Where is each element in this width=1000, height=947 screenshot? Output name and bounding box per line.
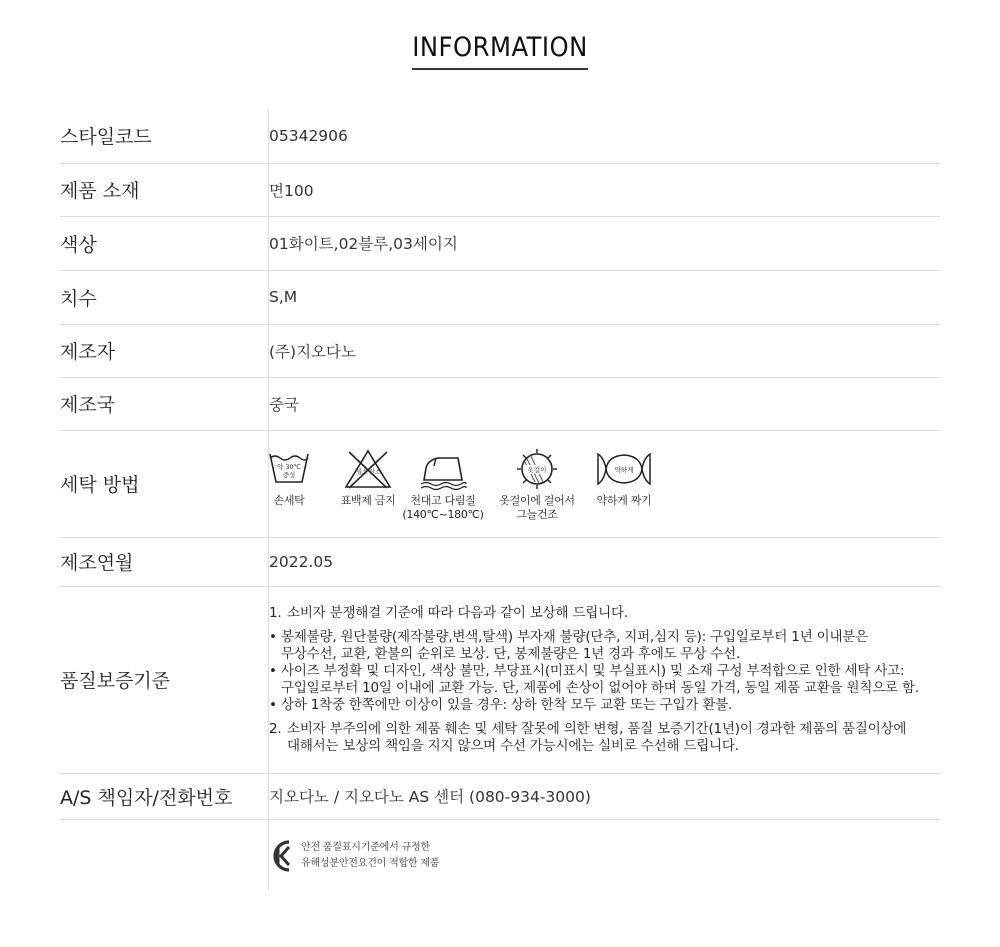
bullet-1-line1: 봉제불량, 원단불량(제작불량,변색,탈색) 부자재 불량(단추, 지퍼,심지 등): 구입일로부터 1년 이내분은 xyxy=(281,628,868,645)
label-as: A/S 책임자/전화번호 xyxy=(60,773,269,819)
bullet-3-text: 상하 1착중 한쪽에만 이상이 있을 경우: 상하 한착 모두 교환 또는 구입가 환불. xyxy=(281,696,733,713)
label-material: 제품 소재 xyxy=(60,163,269,216)
quality-bullet-3 xyxy=(269,697,940,714)
label-style-code: 스타일코드 xyxy=(60,109,269,163)
care-iron xyxy=(403,448,483,522)
care-wring xyxy=(589,448,659,508)
iron-label-line2: (140℃~180℃) xyxy=(402,508,484,521)
hang-dry-icon-text: 옷걸이 xyxy=(527,466,547,474)
page-title: INFORMATION xyxy=(412,30,588,70)
no-bleach-label: 표백제 금지 xyxy=(340,494,396,507)
hand-wash-label: 손세탁 xyxy=(273,494,305,507)
value-size: S,M xyxy=(269,270,941,324)
quality-item-2-num: 2. xyxy=(269,720,282,737)
value-country: 중국 xyxy=(269,377,941,430)
quality-item-1 xyxy=(269,605,940,622)
value-color: 01화이트,02블루,03세이지 xyxy=(269,216,941,270)
value-as: 지오다노 / 지오다노 AS 센터 (080-934-3000) xyxy=(269,773,941,819)
kc-text-line1: 안전 품질표시기준에서 규정한 xyxy=(301,841,430,853)
hand-wash-icon xyxy=(268,448,310,490)
label-maker: 제조자 xyxy=(60,324,269,377)
row-country xyxy=(60,377,940,430)
no-bleach-chlorine: 염소 xyxy=(356,469,368,476)
no-bleach-oxygen: 산소 xyxy=(369,469,381,476)
label-size: 치수 xyxy=(60,270,269,324)
value-maker: (주)지오다노 xyxy=(269,324,941,377)
care-no-bleach xyxy=(333,448,403,508)
value-style-code: 05342906 xyxy=(269,109,941,163)
row-quality xyxy=(60,586,940,773)
bullet-2-line1: 사이즈 부정확 및 디자인, 색상 불만, 부당표시(미표시 및 부실표시) 및 소재 구성 부적합으로 인한 세탁 사고: xyxy=(281,662,905,679)
iron-label-line1: 천대고 다림질 xyxy=(410,494,476,507)
care-hand-wash xyxy=(269,448,309,508)
hang-dry-icon xyxy=(515,448,559,490)
hang-dry-label-line2: 그늘건조 xyxy=(516,508,558,521)
info-title-wrap xyxy=(0,30,1000,70)
value-wash xyxy=(269,430,941,537)
value-date: 2022.05 xyxy=(269,537,941,586)
bullet-2-dot: • xyxy=(269,662,277,679)
row-material xyxy=(60,163,940,216)
item-2-line1: 소비자 부주의에 의한 제품 훼손 및 세탁 잘못에 의한 변형, 품질 보증기간(1년)이 경과한 제품의 품질이상에 xyxy=(287,720,907,737)
quality-item-1-num: 1. xyxy=(269,604,282,621)
quality-item-2 xyxy=(269,721,940,755)
bullet-3-dot: • xyxy=(269,696,277,713)
hand-wash-temp: 약 30℃ xyxy=(277,463,301,471)
kc-logo-icon xyxy=(269,838,295,874)
row-as xyxy=(60,773,940,819)
hang-dry-label-line1: 옷걸이에 걸어서 xyxy=(499,494,575,507)
row-color xyxy=(60,216,940,270)
value-material: 면100 xyxy=(269,163,941,216)
row-maker xyxy=(60,324,940,377)
bullet-2-text xyxy=(281,663,919,697)
info-table xyxy=(60,109,940,890)
iron-icon xyxy=(418,448,468,490)
wring-label: 약하게 짜기 xyxy=(596,494,652,507)
bullet-2-line2: 구입일로부터 10일 이내에 교환 가능. 단, 제품에 손상이 없어야 하며 동일 가격, 동일 제품 교환을 원칙으로 함. xyxy=(281,679,919,696)
wring-icon-text: 약하게 xyxy=(614,466,634,474)
item-2-line2: 대해서는 보상의 책임을 지지 않으며 수선 가능시에는 실비로 수선해 드립니다. xyxy=(287,737,739,754)
row-date xyxy=(60,537,940,586)
row-wash xyxy=(60,430,940,537)
wring-icon xyxy=(594,448,654,490)
row-style-code xyxy=(60,109,940,163)
label-wash: 세탁 방법 xyxy=(60,430,269,537)
bullet-1-text xyxy=(281,629,868,663)
iron-label xyxy=(402,494,483,522)
label-color: 색상 xyxy=(60,216,269,270)
kc-text-line2: 유해성분안전요건이 적합한 제품 xyxy=(301,857,440,869)
care-symbols xyxy=(269,448,940,522)
label-date: 제조연월 xyxy=(60,537,269,586)
quality-item-1-text: 소비자 분쟁해결 기준에 따라 다음과 같이 보상해 드립니다. xyxy=(287,604,628,621)
hang-dry-label xyxy=(499,494,574,522)
value-quality xyxy=(269,586,941,773)
quality-item-2-text xyxy=(287,721,906,755)
bullet-1-line2: 무상수선, 교환, 환불의 순위로 보상. 단, 봉제불량은 1년 경과 후에도 무상 수선. xyxy=(281,645,741,662)
row-kc xyxy=(60,819,940,890)
care-hang-dry xyxy=(485,448,589,522)
hand-wash-detergent: 중성 xyxy=(282,471,296,479)
value-kc xyxy=(269,819,941,890)
kc-text xyxy=(301,840,439,872)
quality-bullet-1 xyxy=(269,629,940,663)
quality-bullet-2 xyxy=(269,663,940,697)
kc-mark xyxy=(269,838,940,874)
label-kc-empty xyxy=(60,819,269,890)
no-bleach-icon xyxy=(343,448,393,490)
label-quality: 품질보증기준 xyxy=(60,586,269,773)
quality-text xyxy=(269,605,940,755)
label-country: 제조국 xyxy=(60,377,269,430)
row-size xyxy=(60,270,940,324)
bullet-1-dot: • xyxy=(269,628,277,645)
